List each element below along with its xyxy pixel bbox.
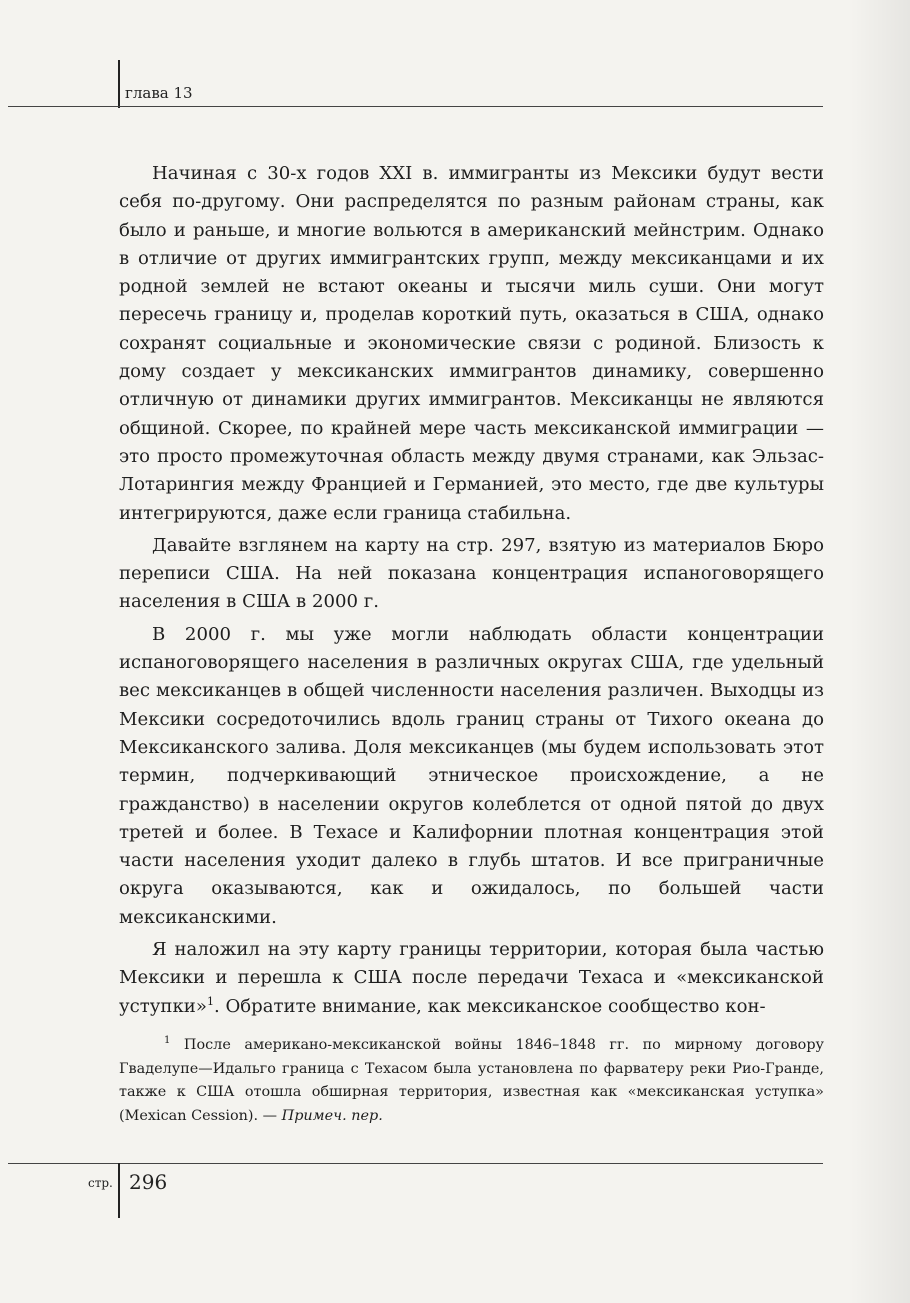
paragraph: Давайте взглянем на карту на стр. 297, взятую из материалов Бюро переписи США. На ней показана концентрация испаноговорящего населения в США в 2000 г.	[119, 534, 824, 613]
main-text	[119, 160, 824, 1021]
page-number: 296	[129, 1170, 168, 1194]
paragraph-text-continued: . Обратите внимание, как мексиканское сообщество кон-	[213, 995, 766, 1017]
paragraph-text: Я наложил на эту карту границы территории, которая была частью Мексики и перешла к США после передачи Техаса и «мексиканской уступки»	[119, 939, 824, 1017]
footnote-reference[interactable]: 1	[206, 994, 214, 1008]
footer-vertical-rule	[118, 1163, 120, 1218]
header-horizontal-rule	[8, 106, 823, 107]
footnote-text: После американо-мексиканской войны 1846–1848 гг. по мирному договору Гваделупе—Идальго граница с Техасом была установлена по фарватеру реки Рио-Гранде, также к США отошла обширная территория, известная как «мексиканская уступка» (Mexican Cession). —	[119, 1037, 824, 1124]
translator-note-tag: Примеч. пер.	[281, 1107, 383, 1124]
footnote-number: 1	[164, 1035, 171, 1047]
chapter-label: глава 13	[125, 84, 193, 102]
footnote	[119, 1034, 824, 1128]
footer-horizontal-rule	[8, 1163, 823, 1164]
paragraph: В 2000 г. мы уже могли наблюдать области концентрации испаноговорящего населения в различных округах США, где удельный вес мексиканцев в общей численности населения различен. Выходцы из Мексики сосредоточились вдоль границ страны от Тихого океана до Мексиканского залива. Доля мексиканцев (мы будем использовать этот термин, подчеркивающий этническое происхождение, а не гражданство) в населении округов колеблется от одной пятой до двух третей и более. В Техасе и Калифорнии плотная концентрация этой части населения уходит далеко в глубь штатов. И все приграничные округа оказываются, как и ожидалось, по большей части мексиканскими.	[119, 623, 824, 928]
footnote-paragraph	[119, 1034, 824, 1128]
page-label: стр.	[88, 1176, 113, 1190]
paragraph-with-footnote	[119, 936, 824, 1021]
paragraph: Начиная с 30-х годов XXI в. иммигранты из Мексики будут вести себя по-другому. Они распределятся по разным районам страны, как было и раньше, и многие вольются в американский мейнстрим. Однако в отличие от других иммигрантских групп, между мексиканцами и их родной землей не встают океаны и тысячи миль суши. Они могут пересечь границу и, проделав короткий путь, оказаться в США, однако сохранят социальные и экономические связи с родиной. Близость к дому создает у мексиканских иммигрантов динамику, совершенно отличную от динамики других иммигрантов. Мексиканцы не являются общиной. Скорее, по крайней мере часть мексиканской иммиграции — это просто промежуточная область между двумя странами, как Эльзас-Лотарингия между Францией и Германией, это место, где две культуры интегрируются, даже если граница стабильна.	[119, 163, 824, 524]
page-edge-shadow	[850, 0, 910, 1303]
header-vertical-rule	[118, 60, 120, 108]
